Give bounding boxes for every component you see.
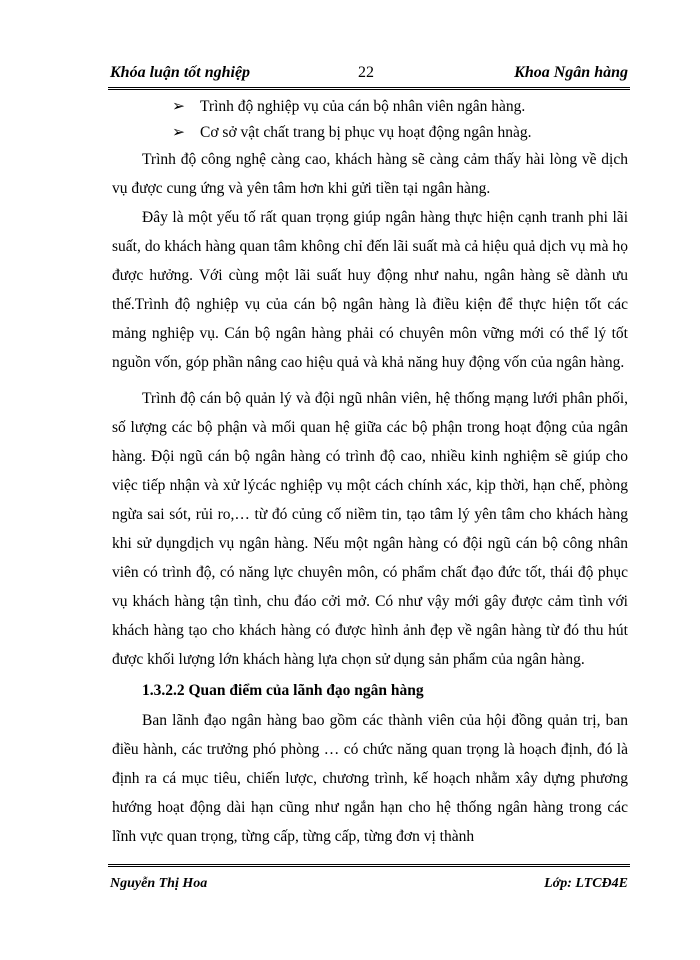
section-heading: 1.3.2.2 Quan điểm của lãnh đạo ngân hàng [142,682,424,699]
arrow-bullet-icon: ➢ [172,98,185,115]
footer-author: Nguyễn Thị Hoa [110,876,208,891]
paragraph-leadership: Ban lãnh đạo ngân hàng bao gồm các thành viên của hội đồng quản trị, ban điều hành, các trưởng phó phòng … có chức năng quan trọng là hoạch định, đó là định ra cá mục tiêu, chiến lược, chương trình, kế hoạch nhằm xây dựng phương hướng hoạt động dài hạn cũng như ngắn hạn cho hệ thống ngân hàng trong các lĩnh vực quan trọng, từng cấp, từng cấp, từng đơn vị thành [112,712,628,845]
footer-class: Lớp: LTCĐ4E [544,876,628,891]
bullet-item [172,96,525,118]
header-rule [108,87,630,90]
page-number: 22 [358,64,374,81]
header-thesis-title: Khóa luận tốt nghiệp [110,64,251,81]
bullet-text: Cơ sở vật chất trang bị phục vụ hoạt động ngân hnàg. [200,124,532,141]
page-header [110,64,628,86]
paragraph-technology: Trình độ công nghệ càng cao, khách hàng sẽ càng cảm thấy hài lòng về dịch vụ được cung ứng và yên tâm hơn khi gửi tiền tại ngân hàng. [112,151,628,197]
header-faculty: Khoa Ngân hàng [514,64,628,81]
footer-rule [108,864,630,867]
page-footer [110,876,628,896]
arrow-bullet-icon: ➢ [172,124,185,141]
bullet-item [172,122,532,144]
bullet-text: Trình độ nghiệp vụ của cán bộ nhân viên ngân hàng. [200,98,526,115]
paragraph-staff: Trình độ cán bộ quản lý và đội ngũ nhân viên, hệ thống mạng lưới phân phối, số lượng các bộ phận và mối quan hệ giữa các bộ phận trong hoạt động của ngân hàng. Đội ngũ cán bộ ngân hàng có trình độ cao, nhiều kinh nghiệm sẽ giúp cho việc tiếp nhận và xử lýcác nghiệp vụ một cách chính xác, kịp thời, hạn chế, phòng ngừa sai sót, rủi ro,… từ đó củng cố niềm tin, tạo tâm lý yên tâm cho khách hàng khi sử dụngdịch vụ ngân hàng. Nếu một ngân hàng có đội ngũ cán bộ công nhân viên có trình độ, có năng lực chuyên môn, có phẩm chất đạo đức tốt, thái độ phục vụ khách hàng tận tình, chu đáo cởi mở. Có như vậy mới gây được cảm tình với khách hàng tạo cho khách hàng có được hình ảnh đẹp về ngân hàng từ đó thu hút được khối lượng lớn khách hàng lựa chọn sử dụng sản phẩm của ngân hàng. [112,390,628,668]
paragraph-competition: Đây là một yếu tố rất quan trọng giúp ngân hàng thực hiện cạnh tranh phi lãi suất, do khách hàng quan tâm không chỉ đến lãi suất mà cả hiệu quả dịch vụ mà họ được hưởng. Với cùng một lãi suất huy động như nahu, ngân hàng sẽ dành ưu thế.Trình độ nghiệp vụ của cán bộ ngân hàng là điều kiện để thực hiện tốt các mảng nghiệp vụ. Cán bộ ngân hàng phải có chuyên môn vững mới có thể lý tốt nguồn vốn, góp phần nâng cao hiệu quả và khả năng huy động vốn của ngân hàng. [112,209,628,371]
